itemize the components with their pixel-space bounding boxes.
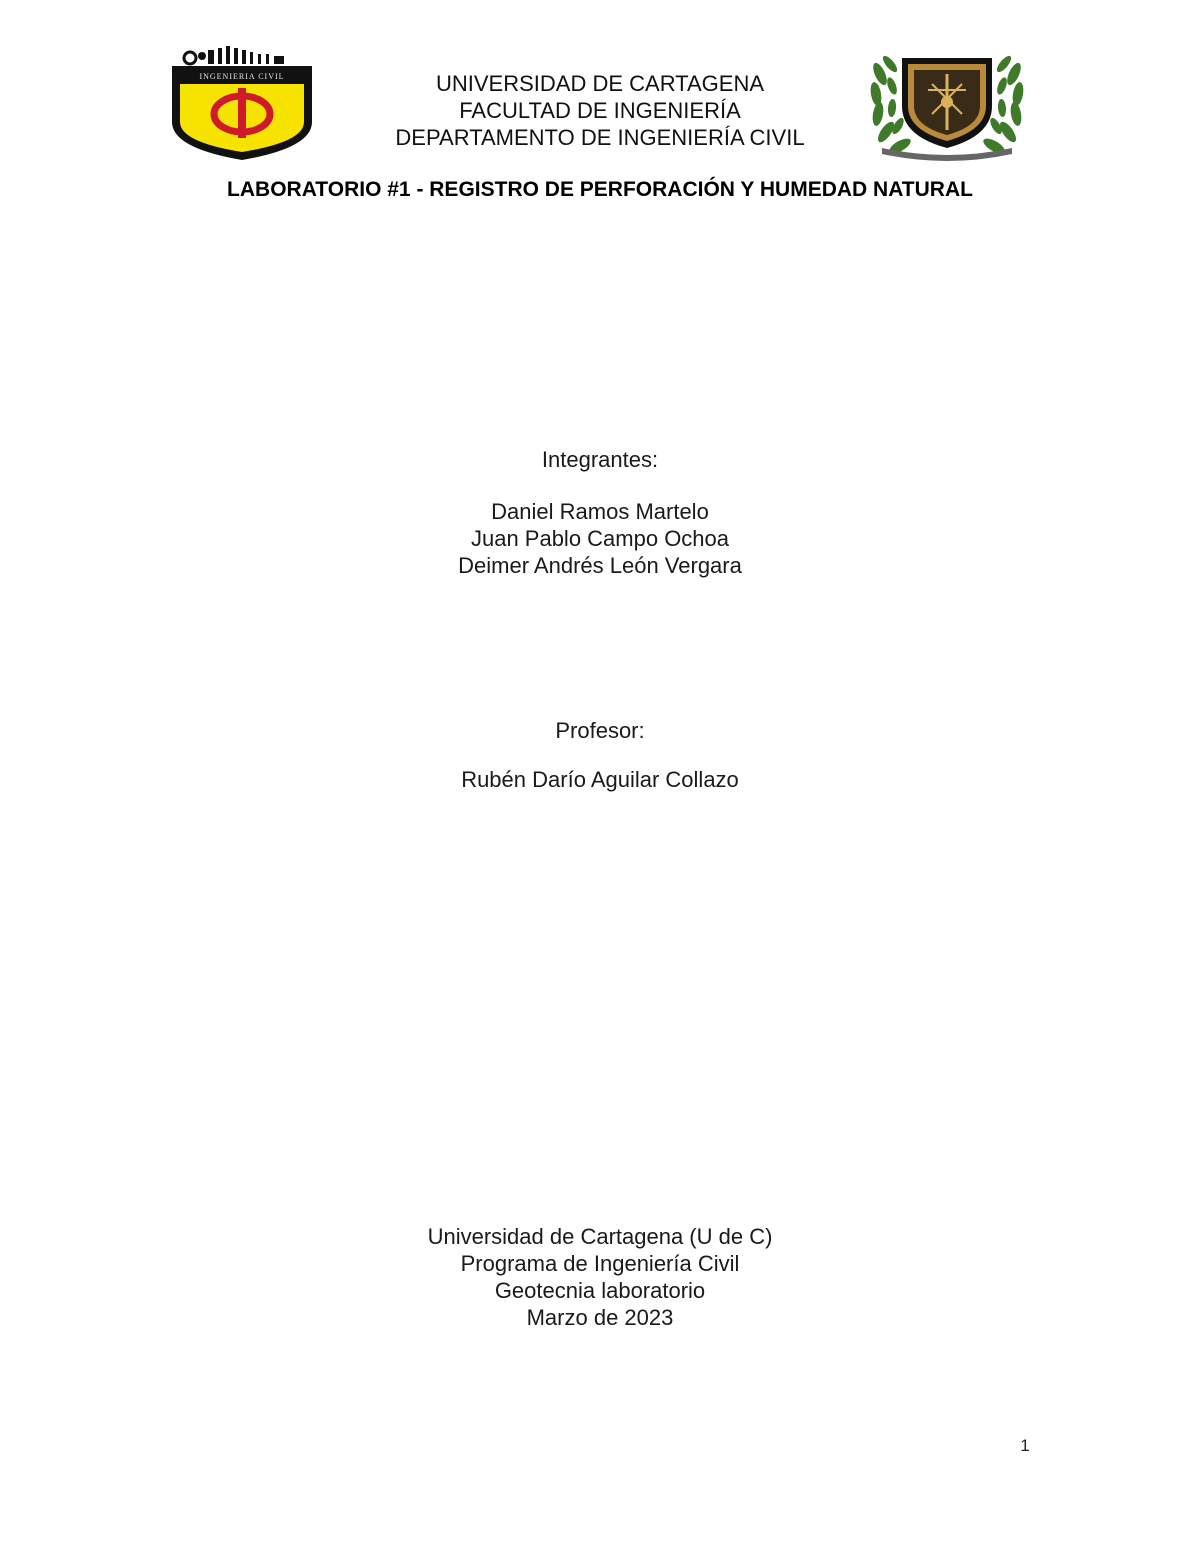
svg-text:INGENIERIA CIVIL: INGENIERIA CIVIL (199, 72, 285, 81)
member-name: Deimer Andrés León Vergara (458, 553, 742, 578)
institution-header (330, 70, 870, 151)
civil-engineering-logo-icon (168, 44, 316, 162)
footer-university: Universidad de Cartagena (U de C) (427, 1224, 773, 1249)
member-name: Daniel Ramos Martelo (491, 499, 709, 524)
university-name: UNIVERSIDAD DE CARTAGENA (435, 71, 765, 96)
document-title: LABORATORIO #1 - REGISTRO DE PERFORACIÓN Y HUMEDAD NATURAL (227, 178, 973, 201)
professor-heading: Profesor: (555, 718, 645, 743)
member-name: Juan Pablo Campo Ochoa (470, 526, 730, 551)
members-heading: Integrantes: (541, 447, 659, 472)
members-list (200, 498, 1000, 579)
footer-program: Programa de Ingeniería Civil (460, 1251, 740, 1276)
professor-name: Rubén Darío Aguilar Collazo (461, 767, 739, 792)
footer-date: Marzo de 2023 (526, 1305, 674, 1330)
faculty-name: FACULTAD DE INGENIERÍA (459, 98, 741, 123)
footer-block (200, 1223, 1000, 1331)
professor-label (200, 717, 1000, 744)
members-label (200, 446, 1000, 473)
department-name: DEPARTAMENTO DE INGENIERÍA CIVIL (395, 125, 805, 150)
page-number: 1 (1020, 1436, 1030, 1455)
university-crest-icon (866, 44, 1028, 168)
footer-course: Geotecnia laboratorio (494, 1278, 706, 1303)
professor-block (200, 766, 1000, 793)
